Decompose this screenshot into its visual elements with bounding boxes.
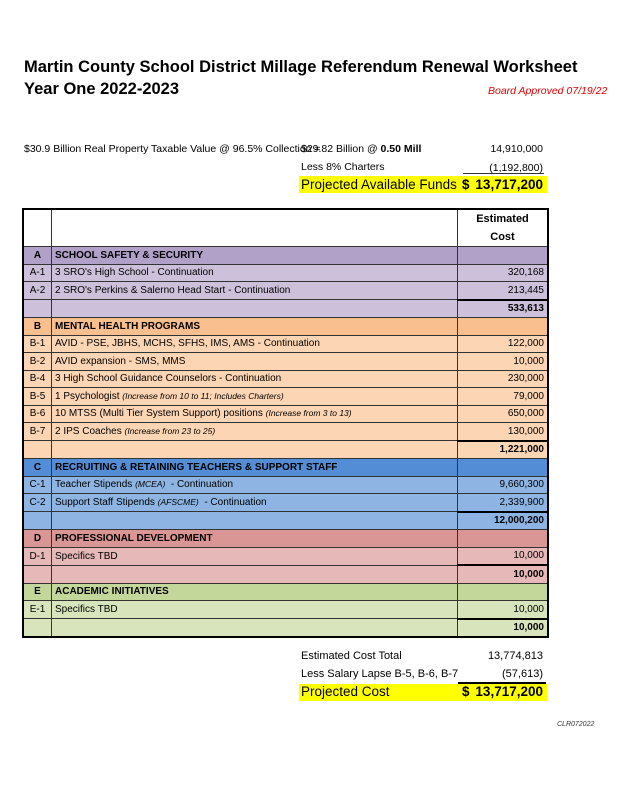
item-cost: 650,000 [458,405,549,423]
item-cost: 230,000 [458,370,549,388]
section-header-row [23,459,548,477]
total-code-cell [23,441,52,459]
item-code: B-4 [23,370,52,388]
item-text: Specifics TBD [55,550,118,562]
total-code-cell [23,512,52,530]
mill-label-text: $29.82 Billion @ [301,143,381,155]
item-text: 10 MTSS (Multi Tier System Support) positions [55,408,266,420]
table-row [23,264,548,282]
item-cost: 79,000 [458,388,549,406]
header-desc-cell [52,209,458,247]
item-description [52,547,458,565]
item-code: C-2 [23,494,52,512]
item-cost: 122,000 [458,335,549,353]
item-note: (Increase from 3 to 13) [265,408,352,419]
table-row [23,388,548,406]
item-code: D-1 [23,547,52,565]
section-cost-cell [458,247,549,265]
item-code: B-7 [23,423,52,441]
item-code: A-1 [23,264,52,282]
estimated-total-label: Estimated Cost Total [301,650,402,662]
total-desc-cell [52,619,458,638]
section-total-row [23,441,548,459]
projected-funds-label: Projected Available Funds [301,177,457,192]
item-code: B-1 [23,335,52,353]
item-description [52,370,458,388]
item-cost: 10,000 [458,353,549,371]
section-total-row [23,300,548,318]
projected-funds-currency: $ [462,177,470,192]
item-description [52,264,458,282]
section-header-row [23,318,548,336]
page-subtitle: Year One 2022-2023 [24,80,180,98]
item-note: (AFSCME) [157,497,199,507]
item-text: Teacher Stipends [55,479,136,491]
section-header-row [23,583,548,601]
item-description [52,353,458,371]
section-cost-cell [458,459,549,477]
item-text: Specifics TBD [55,604,118,615]
table-row [23,601,548,619]
item-text: 3 SRO's High School - Continuation [55,267,214,279]
section-cost-cell [458,318,549,336]
item-code: B-2 [23,353,52,371]
footer-code: CLR072022 [557,721,595,728]
projected-cost-currency: $ [462,684,470,699]
item-suffix: - Continuation [198,497,267,508]
item-text: Support Staff Stipends [55,497,158,508]
item-note: (Increase from 23 to 25) [124,426,216,436]
header-cost-line1: Estimated [476,213,529,225]
section-cost-cell [458,530,549,548]
total-desc-cell [52,512,458,530]
total-code-cell [23,300,52,318]
section-header-row [23,530,548,548]
page-title: Martin County School District Millage Referendum Renewal Worksheet [24,58,578,76]
item-description [52,476,458,494]
section-total: 12,000,200 [458,512,549,530]
total-desc-cell [52,300,458,318]
table-row [23,282,548,300]
section-title: PROFESSIONAL DEVELOPMENT [52,530,458,548]
item-code: C-1 [23,476,52,494]
mill-label [301,143,421,155]
section-total: 10,000 [458,619,549,638]
item-description [52,282,458,300]
table-row [23,335,548,353]
item-code: A-2 [23,282,52,300]
projected-funds-value: 13,717,200 [475,177,543,192]
underline-rule [463,173,544,174]
section-header-row [23,247,548,265]
total-desc-cell [52,441,458,459]
header-code-cell [23,209,52,247]
projected-cost-value: 13,717,200 [475,684,543,699]
section-title: SCHOOL SAFETY & SECURITY [52,247,458,265]
section-total: 10,000 [458,565,549,583]
table-header-row [23,209,548,247]
item-cost: 10,000 [458,547,549,565]
total-desc-cell [52,565,458,583]
item-text: 2 IPS Coaches [55,426,125,437]
header-cost-cell [458,209,549,247]
charters-value: (1,192,800) [489,162,543,174]
header-cost-line2: Cost [490,231,515,243]
section-code: D [23,530,52,548]
section-total: 1,221,000 [458,441,549,459]
table-row [23,353,548,371]
projected-cost-label: Projected Cost [301,684,390,699]
table-row [23,423,548,441]
item-description [52,388,458,406]
item-code: E-1 [23,601,52,619]
section-total: 533,613 [458,300,549,318]
item-text: 1 Psychologist [55,390,123,402]
item-cost: 2,339,900 [458,494,549,512]
item-code: B-5 [23,388,52,406]
item-cost: 213,445 [458,282,549,300]
total-code-cell [23,619,52,638]
item-note: (MCEA) [135,479,166,490]
approval-note: Board Approved 07/19/22 [488,85,608,97]
item-cost: 130,000 [458,423,549,441]
salary-lapse-label: Less Salary Lapse B-5, B-6, B-7 [301,668,459,680]
section-code: E [23,583,52,601]
item-note: (Increase from 10 to 11; Includes Charters) [122,390,284,401]
table-row [23,476,548,494]
section-title: RECRUITING & RETAINING TEACHERS & SUPPORT STAFF [52,459,458,477]
charters-label: Less 8% Charters [301,161,385,173]
item-text: 2 SRO's Perkins & Salerno Head Start - Continuation [55,285,291,296]
item-cost: 10,000 [458,601,549,619]
table-row [23,494,548,512]
section-code: B [23,318,52,336]
table-row [23,547,548,565]
section-code: C [23,459,52,477]
item-text: AVID expansion - SMS, MMS [55,355,186,367]
section-title: MENTAL HEALTH PROGRAMS [52,318,458,336]
item-text: AVID - PSE, JBHS, MCHS, SFHS, IMS, AMS - Continuation [55,338,320,350]
mill-rate: 0.50 Mill [380,143,422,155]
mill-value: 14,910,000 [490,143,543,155]
section-cost-cell [458,583,549,601]
item-description [52,405,458,423]
section-total-row [23,512,548,530]
total-code-cell [23,565,52,583]
section-code: A [23,247,52,265]
item-description [52,494,458,512]
item-code: B-6 [23,405,52,423]
item-cost: 9,660,300 [458,476,549,494]
estimated-total-value: 13,774,813 [487,650,543,662]
salary-lapse-value: (57,613) [502,668,543,680]
section-title: ACADEMIC INITIATIVES [52,583,458,601]
cost-table [22,208,549,638]
item-description [52,423,458,441]
table-row [23,405,548,423]
table-row [23,370,548,388]
item-cost: 320,168 [458,264,549,282]
item-text: 3 High School Guidance Counselors - Continuation [55,373,282,385]
taxable-basis-label: $30.9 Billion Real Property Taxable Value @ 96.5% Collection = [24,143,321,155]
item-description [52,335,458,353]
item-description [52,601,458,619]
section-total-row [23,565,548,583]
item-suffix: - Continuation [165,479,234,491]
section-total-row [23,619,548,638]
